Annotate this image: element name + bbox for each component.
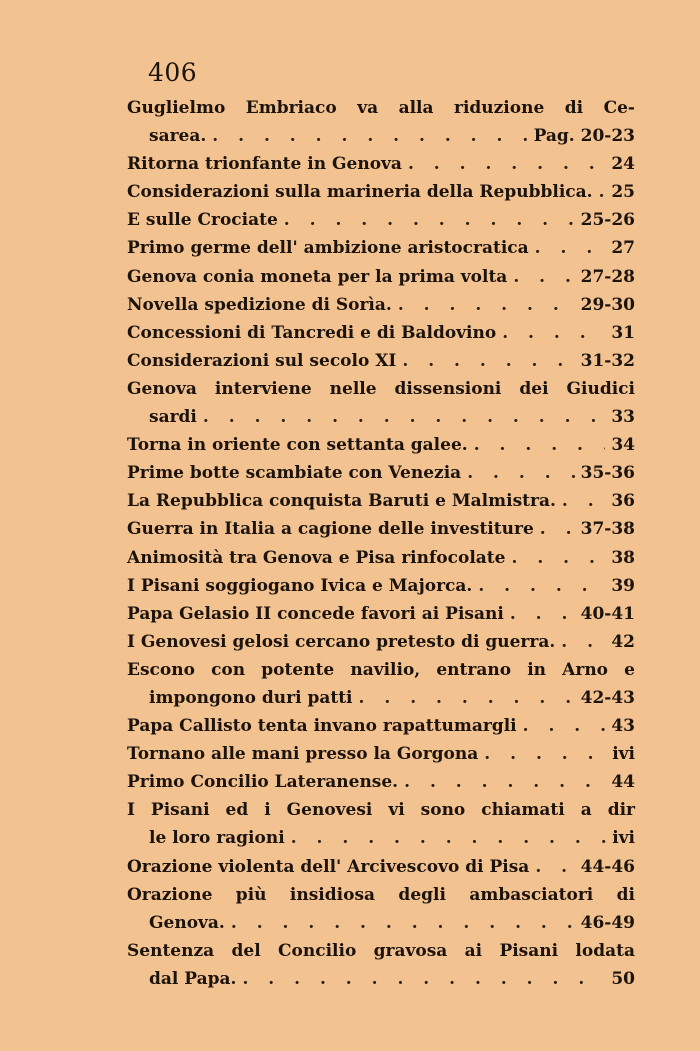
dot-leader — [359, 684, 575, 712]
toc-entry-title-line: Guglielmo Embriaco va alla riduzione di Ce- — [127, 98, 635, 118]
toc-entry-title-line: Sentenza del Concilio gravosa ai Pisani lodata — [127, 940, 635, 961]
toc-entry-title-line: Genova interviene nelle dissensioni dei Giudici — [127, 378, 635, 399]
toc-entry-page: Pag. 20-23 — [533, 126, 635, 147]
toc-entry-page: ivi — [612, 744, 635, 765]
toc-entry — [127, 937, 635, 993]
toc-entry-title: Novella spedizione di Sorìa. — [127, 294, 392, 315]
toc-entry-page: 43 — [611, 716, 635, 737]
toc-entry-title: Animosità tra Genova e Pisa rinfocolate — [127, 547, 506, 568]
toc-entry-page: 42 — [611, 631, 635, 652]
toc-entry-page: 24 — [611, 154, 635, 175]
toc-entry-title: Primo Concilio Lateranense. — [127, 772, 399, 793]
toc-entry — [127, 768, 635, 796]
dot-leader — [484, 740, 606, 768]
dot-leader — [561, 628, 605, 656]
toc-entry — [127, 459, 635, 487]
page-number: 406 — [148, 58, 198, 87]
toc-entry — [127, 487, 635, 515]
toc-entry — [127, 544, 635, 572]
dot-leader — [474, 431, 606, 459]
dot-leader — [398, 291, 575, 319]
toc-entry-page: 38 — [611, 547, 635, 568]
toc-entry — [127, 234, 635, 262]
toc-entry-page: 25 — [611, 182, 635, 203]
toc-entry-title: sardi — [149, 407, 197, 428]
toc-entry — [127, 656, 635, 712]
dot-leader — [284, 206, 575, 234]
toc-entry-title: I Pisani soggiogano Ivica e Majorca. — [127, 575, 473, 596]
toc-entry — [127, 291, 635, 319]
dot-leader — [231, 909, 575, 937]
table-of-contents — [127, 94, 635, 993]
dot-leader — [513, 263, 574, 291]
toc-entry — [127, 206, 635, 234]
toc-entry-page: 27 — [611, 238, 635, 259]
toc-entry-title: Guerra in Italia a cagione delle investiture — [127, 519, 534, 540]
toc-entry-title: impongono duri patti — [149, 687, 353, 708]
toc-entry-page: 29-30 — [580, 294, 635, 315]
toc-entry-title: Primo germe dell' ambizione aristocratica — [127, 238, 529, 259]
toc-entry — [127, 347, 635, 375]
toc-entry-title: sarea. — [149, 126, 207, 147]
toc-entry-title: Papa Gelasio II concede favori ai Pisani — [127, 603, 504, 624]
toc-entry — [127, 431, 635, 459]
dot-leader — [404, 768, 605, 796]
toc-entry-title-line: Escono con potente navilio, entrano in Arno e — [127, 659, 635, 680]
toc-entry-page: 37-38 — [580, 519, 635, 540]
dot-leader — [523, 712, 606, 740]
toc-entry-page: 36 — [611, 491, 635, 512]
toc-entry-title: E sulle Crociate — [127, 210, 278, 231]
toc-entry-title: Ritorna trionfante in Genova — [127, 154, 402, 175]
toc-entry — [127, 178, 635, 206]
toc-entry — [127, 319, 635, 347]
toc-entry — [127, 375, 635, 431]
toc-entry-page: 27-28 — [580, 266, 635, 287]
toc-entry — [127, 572, 635, 600]
toc-entry — [127, 853, 635, 881]
dot-leader — [203, 403, 605, 431]
toc-entry-title: Concessioni di Tancredi e di Baldovino — [127, 322, 497, 343]
toc-entry — [127, 628, 635, 656]
toc-entry-title: I Genovesi gelosi cercano pretesto di guerra. — [127, 631, 556, 652]
toc-entry-page: 42-43 — [580, 687, 635, 708]
toc-entry-title: Genova. — [149, 912, 225, 933]
toc-entry-title-line: Orazione più insidiosa degli ambasciatori di — [127, 884, 635, 905]
dot-leader — [408, 150, 605, 178]
toc-entry — [127, 150, 635, 178]
toc-entry-page: 46-49 — [580, 912, 635, 933]
toc-entry-page: ivi — [612, 828, 635, 849]
toc-entry-title: Papa Callisto tenta invano rapattumargli — [127, 716, 517, 737]
toc-entry-page: 50 — [611, 968, 635, 989]
toc-entry — [127, 796, 635, 852]
dot-leader — [535, 234, 606, 262]
toc-entry-title: dal Papa. — [149, 968, 237, 989]
toc-entry — [127, 881, 635, 937]
toc-entry-title: le loro ragioni — [149, 828, 285, 849]
toc-entry — [127, 712, 635, 740]
dot-leader — [291, 824, 607, 852]
toc-entry-page: 31-32 — [580, 350, 635, 371]
toc-entry-page: 39 — [611, 575, 635, 596]
toc-entry-title: Torna in oriente con settanta galee. — [127, 435, 468, 456]
dot-leader — [510, 600, 575, 628]
toc-entry — [127, 740, 635, 768]
toc-entry-page: 25-26 — [580, 210, 635, 231]
toc-entry-title: Orazione violenta dell' Arcivescovo di Pisa — [127, 856, 530, 877]
toc-entry-title-line: I Pisani ed i Genovesi vi sono chiamati a dir — [127, 800, 635, 821]
toc-entry — [127, 600, 635, 628]
toc-entry-title: Considerazioni sul secolo XI — [127, 350, 397, 371]
toc-entry — [127, 263, 635, 291]
toc-entry-title: Prime botte scambiate con Venezia — [127, 463, 462, 484]
dot-leader — [212, 122, 527, 150]
toc-entry-page: 31 — [611, 322, 635, 343]
toc-entry-title: Tornano alle mani presso la Gorgona — [127, 744, 479, 765]
dot-leader — [540, 515, 575, 543]
toc-entry-page: 34 — [611, 435, 635, 456]
toc-entry — [127, 94, 635, 150]
toc-entry-title: La Repubblica conquista Baruti e Malmistra. — [127, 491, 556, 512]
toc-entry-title: Genova conia moneta per la prima volta — [127, 266, 508, 287]
dot-leader — [478, 572, 605, 600]
dot-leader — [402, 347, 574, 375]
toc-entry-page: 40-41 — [580, 603, 635, 624]
dot-leader — [242, 965, 605, 993]
dot-leader — [502, 319, 605, 347]
dot-leader — [562, 487, 605, 515]
toc-entry — [127, 515, 635, 543]
toc-entry-page: 33 — [611, 407, 635, 428]
toc-entry-title: Considerazioni sulla marineria della Repubblica. — [127, 182, 593, 203]
dot-leader — [511, 544, 605, 572]
dot-leader — [467, 459, 574, 487]
dot-leader — [599, 178, 606, 206]
dot-leader — [535, 853, 574, 881]
toc-entry-page: 44-46 — [580, 856, 635, 877]
toc-entry-page: 35-36 — [580, 463, 635, 484]
toc-entry-page: 44 — [611, 772, 635, 793]
